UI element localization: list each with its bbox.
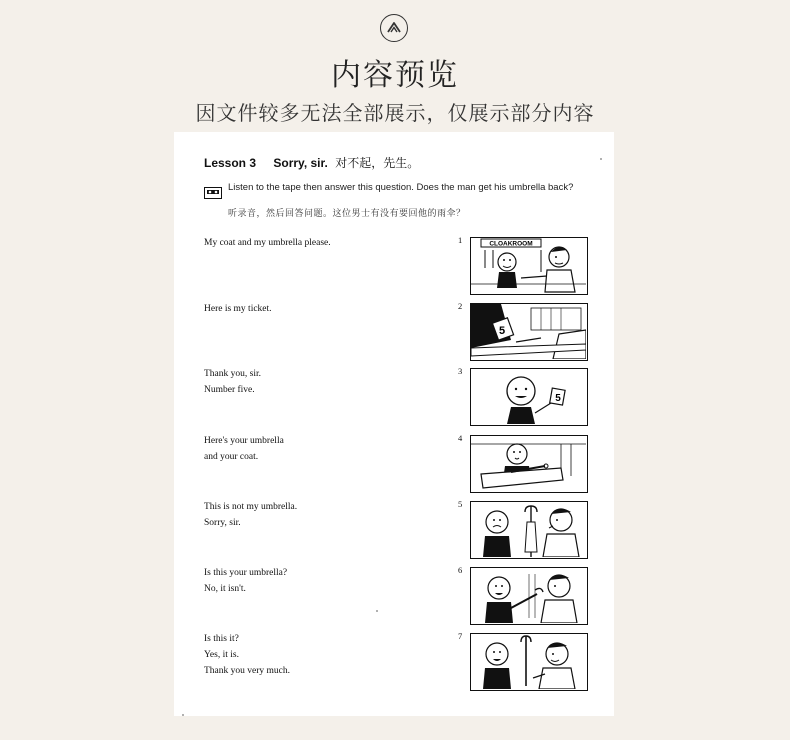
dialogue-row: [174, 366, 614, 428]
lesson-heading: [204, 154, 419, 171]
page-title: 内容预览: [331, 58, 459, 93]
cloakroom-illustration: [471, 238, 586, 293]
dialogue-row: [174, 499, 614, 561]
comic-panel: [470, 567, 588, 625]
right-umbrella-illustration: [471, 634, 586, 689]
panel-number: 3: [458, 366, 463, 376]
chevron-up-circle-icon: [380, 14, 408, 42]
dialogue-line: Sorry, sir.: [204, 518, 241, 528]
dialogue-text: [204, 631, 290, 679]
dialogue-line: Thank you, sir.: [204, 369, 261, 379]
panel-number: 1: [458, 235, 463, 245]
dialogue-line: Number five.: [204, 385, 255, 395]
comic-panel: [470, 237, 588, 295]
ticket-illustration: [471, 304, 586, 359]
instruction-en: Listen to the tape then answer this question. Does the man get his umbrella back?: [228, 182, 574, 193]
dialogue-line: Is this it?: [204, 634, 239, 644]
panel-number: 4: [458, 433, 463, 443]
dialogue-line: No, it isn't.: [204, 584, 246, 594]
comic-panel: [470, 368, 588, 426]
panel-number: 6: [458, 565, 463, 575]
dialogue-row: [174, 433, 614, 495]
panel-number: 2: [458, 301, 463, 311]
dialogue-row: [174, 631, 614, 701]
textbook-page: [174, 132, 614, 716]
panel-number: 7: [458, 631, 463, 641]
ticket-number: 5: [555, 393, 561, 404]
scan-speck: [376, 610, 378, 612]
dialogue-line: Here's your umbrella: [204, 436, 284, 446]
ticket-number: 5: [498, 325, 506, 337]
dialogue-line: Thank you very much.: [204, 666, 291, 676]
lesson-title-cn: 对不起，先生。: [335, 156, 420, 170]
dialogue-line: Is this your umbrella?: [204, 568, 288, 578]
attendant-illustration: [471, 369, 586, 424]
panel-number: 5: [458, 499, 463, 509]
dialogue-line: This is not my umbrella.: [204, 502, 298, 512]
lesson-title-en: Sorry, sir.: [273, 156, 328, 170]
dialogue-text: [204, 433, 284, 465]
dialogue-row: [174, 235, 614, 297]
scan-speck: [600, 158, 602, 160]
dialogue-line: My coat and my umbrella please.: [204, 238, 331, 248]
scan-speck: [182, 714, 184, 716]
dialogue-line: and your coat.: [204, 452, 259, 462]
dialogue-text: [204, 301, 272, 317]
wrong-umbrella-illustration: [471, 502, 586, 557]
umbrella-handover-illustration: [471, 436, 586, 491]
dialogue-text: [204, 499, 297, 531]
comic-panel: [470, 435, 588, 493]
lesson-number: Lesson 3: [204, 156, 257, 170]
dialogue-row: [174, 565, 614, 627]
comic-panel: [470, 633, 588, 691]
comic-panel: [470, 303, 588, 361]
dialogue-text: [204, 565, 287, 597]
cloakroom-sign: CLOAKROOM: [489, 240, 533, 248]
instruction-cn: 听录音，然后回答问题。这位男士有没有要回他的雨伞？: [228, 209, 466, 219]
dialogue-line: Yes, it is.: [204, 650, 239, 660]
comic-panel: [470, 501, 588, 559]
dialogue-text: [204, 235, 331, 251]
page-subtitle: 因文件较多无法全部展示，仅展示部分内容: [195, 101, 595, 125]
cassette-tape-icon: [204, 187, 222, 199]
offer-umbrella-illustration: [471, 568, 586, 623]
dialogue-row: [174, 301, 614, 363]
dialogue-line: Here is my ticket.: [204, 304, 272, 314]
dialogue-text: [204, 366, 261, 398]
